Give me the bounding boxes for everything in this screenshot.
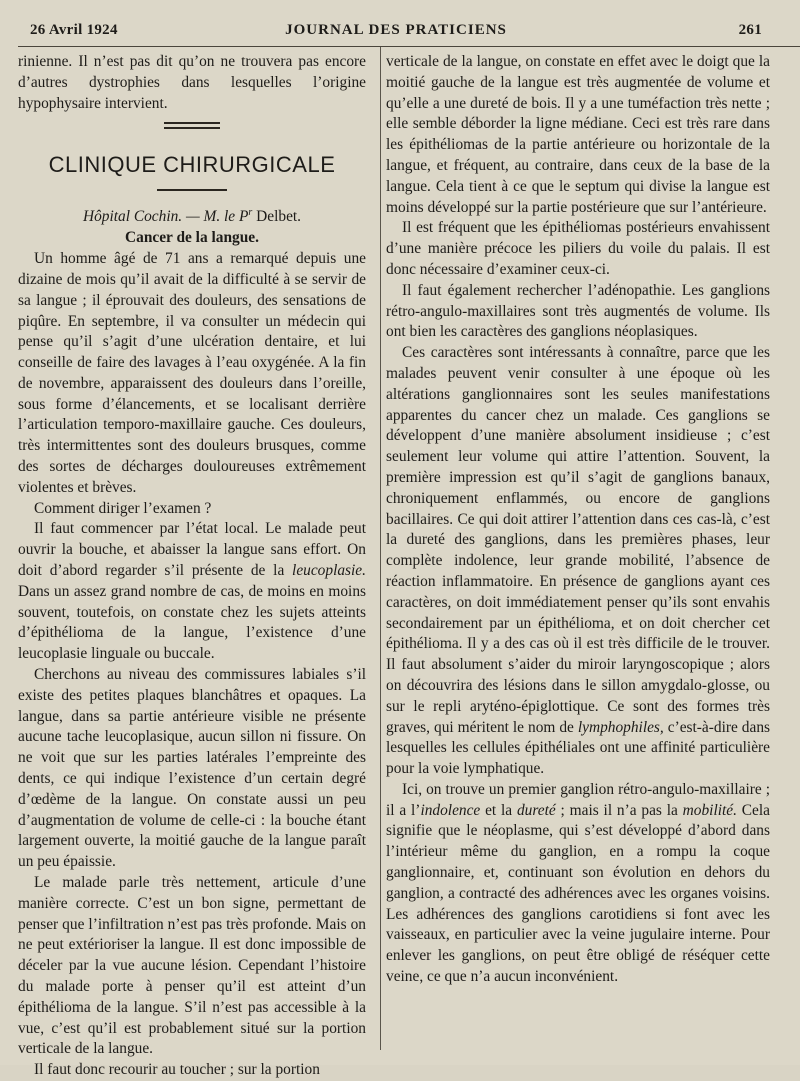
right-column: [386, 52, 770, 988]
paragraph: [386, 343, 770, 780]
surgeon-name: Delbet.: [256, 208, 302, 226]
text-run: Ces caractères sont intéressants à connaître, parce que les malades peuvent venir consulter à une époque où les altérations ganglionnaires sont les seules manifestations apparentes du cancer chez un malade. Ces ganglions se développent d’une manière absolument insidieuse ; c’est seulement leur volume qui attire l’attention. Souvent, la première impression est qu’il s’agit de ganglions banaux, chroniquement enflammés, ou encore de ganglions bacillaires. Ce qui doit attirer l’attention dans ces cas-là, c’est la dureté des ganglions, dans les premières phases, leur complète indolence, leur grande mobilité, l’absence de réaction inflammatoire. En présence de ganglions ayant ces caractères, on doit immédiatement penser qu’ils sont envahis secondairement par un épithélioma, et on doit chercher cet épithélioma. Il y a des cas où il est très difficile de le trouver. Il faut absolument s’aider du miroir laryngoscopique ; alors on découvrira des lésions dans le sillon amygdalo-glosse, ou sur le repli aryténo-épiglottique. Ce sont des formes très graves, qui méritent le nom de: [386, 344, 770, 736]
paragraph: Il est fréquent que les épithéliomas postérieurs envahissent d’une manière précoce les piliers du voile du palais. Il est donc nécessaire d’examiner ceux-ci.: [386, 219, 770, 278]
hospital-sup: r: [248, 207, 253, 219]
case-title: Cancer de la langue.: [125, 229, 259, 247]
hospital-prefix: Hôpital Cochin. — M. le P: [82, 208, 249, 226]
paragraph: Un homme âgé de 71 ans a remarqué depuis une dizaine de mois qu’il avait de la difficulté à se servir de sa langue ; il éprouvait des douleurs, des sensations de piqûre. En septembre, il va consulter un médecin qui pense qu’il s’agit d’une ulcération dentaire, et lui conseille de faire des lavages à l’eau oxygénée. A la fin de novembre, apparaissent des douleurs dans l’oreille, sous forme d’élancements, et se localisant derrière l’articulation temporo-maxillaire gauche. Ces douleurs, très intermittentes sont des douleurs brusques, comme des sortes de décharges douloureuses extrêmement violentes et brèves.: [18, 250, 366, 496]
paragraph: Comment diriger l’examen ?: [34, 499, 212, 517]
section-separator: [164, 122, 220, 129]
paragraph: Le malade parle très nettement, articule d’une manière correcte. C’est un bon signe, permettant de penser que l’infiltration n’est pas très profonde. Mais on ne peut extérioriser la langue. Il est donc impossible de déceler par la vue aucune lésion. Cependant l’histoire du malade porte à penser qu’il est atteint d’un épithélioma de la langue. S’il n’est pas accessible à la vue, c’est qu’il est probablement situé sur la portion verticale de la langue.: [18, 874, 366, 1058]
header-rule: [18, 46, 800, 47]
text-run: Ici, on trouve un premier ganglion rétro-angulo-maxillaire ; il a l’: [386, 780, 770, 819]
page-number: 261: [738, 22, 762, 38]
text-run: ; mais il n’a pas la: [555, 801, 683, 819]
text-run: Il faut commencer par l’état local. Le malade peut ouvrir la bouche, et abaisser la langue sans effort. On doit d’abord regarder s’il présente de la: [18, 520, 366, 580]
text-run: et la: [480, 801, 517, 819]
text-run: Dans un assez grand nombre de cas, de moins en moins souvent, toutefois, on constate chez les sujets atteints d’épithélioma de la langue, l’existence d’une leucoplasie linguale ou buccale.: [18, 582, 366, 663]
text-run: c’est-à-dire dans lesquelles les cellules épithéliales ont une affinité particulière pour la voie lymphatique.: [386, 718, 770, 778]
italic-term: leucoplasie.: [292, 562, 366, 580]
title-rule: [157, 189, 227, 191]
paragraph: [386, 780, 770, 988]
italic-term: dureté: [516, 801, 556, 819]
paragraph: Il faut également rechercher l’adénopathie. Les ganglions rétro-angulo-maxillaires sont très augmentés de volume. Ils ont bien les caractères des ganglions néoplasiques.: [386, 281, 770, 341]
paragraph: Cherchons au niveau des commissures labiales s’il existe des petites plaques blanchâtres et opaques. La langue, dans sa partie antérieure visible ne présente aucune tache leucoplasique, aucun sillon ni fissure. On ne voit que sur les parties latérales l’empreinte des dents, ce qui indique l’existence d’un certain degré d’œdème de la langue. On constate aussi un peu d’augmentation de volume de celle-ci : la bouche étant largement ouverte, la moitié gauche de la langue paraît un peu épaissie.: [18, 666, 366, 871]
column-divider: [380, 47, 381, 1050]
italic-term: mobilité.: [682, 801, 737, 819]
italic-term: indolence: [420, 801, 481, 819]
page-header: [30, 20, 762, 42]
paragraph: verticale de la langue, on constate en effet avec le doigt que la moitié gauche de la langue est très augmentée de volume et qu’elle a une dureté de bois. Il y a une tuméfaction très nette ; elle semble déborder la ligne médiane. Ceci est très rare dans les épithéliomas de la partie antérieure ou horizontale de la langue, et fréquent, au contraire, dans ceux de la base de la langue. Cela tient à ce que le septum qui divise la langue est moins développé sur la partie postérieure que sur l’antérieure.: [386, 53, 770, 216]
header-date: 26 Avril 1924: [30, 22, 118, 38]
journal-title: JOURNAL DES PRATICIENS: [285, 22, 507, 38]
paragraph: Il faut donc recourir au toucher ; sur la portion: [34, 1061, 320, 1079]
left-column: [18, 52, 366, 1081]
text-run: Cela signifie que le néoplasme, qui s’est développé d’abord dans l’intérieur même du ganglion, en a rompu la coque ganglionnaire, et, continuant son évolution en dehors du ganglion, a contracté des adhérences avec les organes voisins. Les adhérences des ganglions carotidiens si font avec les vaisseaux, en particulier avec la veine jugulaire interne. Pour enlever les ganglions, on peut être obligé de réséquer cette veine, ce que n’a aucun inconvénient.: [386, 801, 770, 986]
italic-term: lymphophiles,: [577, 718, 664, 736]
section-title: CLINIQUE CHIRURGICALE: [48, 152, 336, 178]
paragraph: [18, 519, 366, 665]
hospital-line: [18, 203, 366, 228]
intro-paragraph: rinienne. Il n’est pas dit qu’on ne trouvera pas encore d’autres dystrophies dans lesquelles l’origine hypophysaire intervient.: [18, 53, 366, 112]
